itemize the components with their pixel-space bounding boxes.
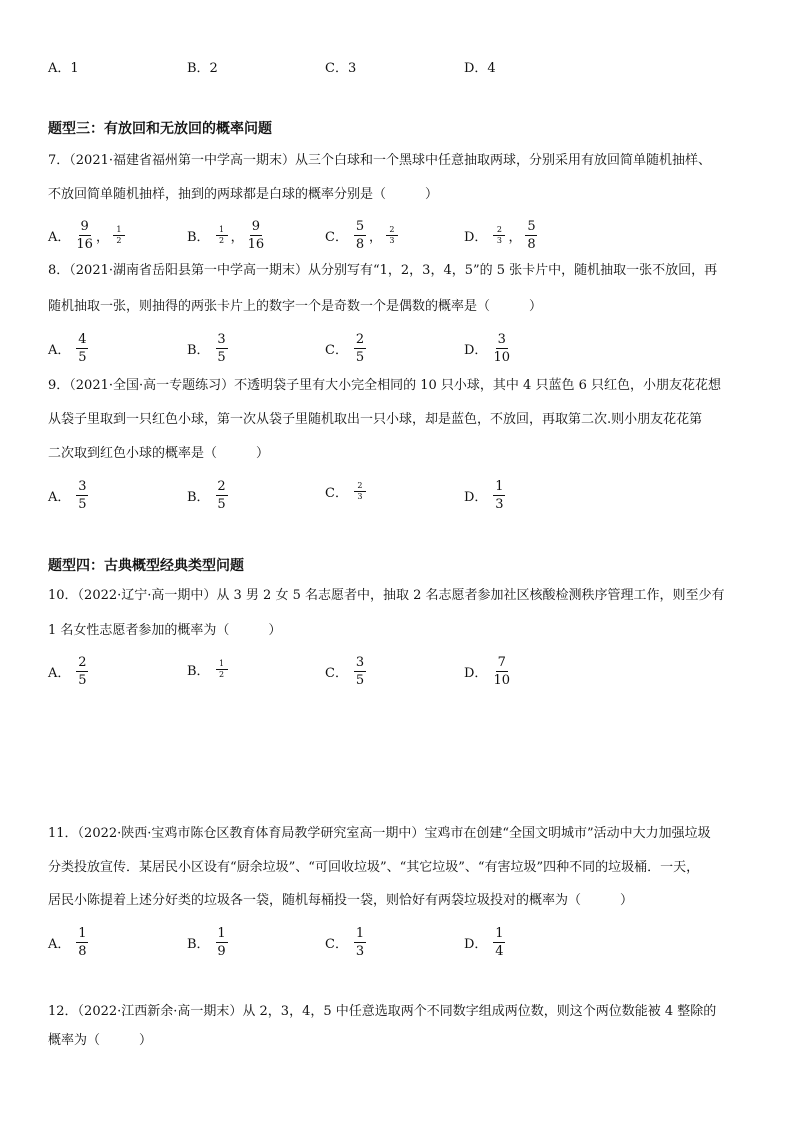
q7-a-fraction-1: $\frac{9}{16}$ [76, 219, 93, 252]
q7-option-a: A． $\frac{9}{16}$ ， $\frac{1}{2}$ [48, 220, 125, 251]
q7-d-fraction-2: $\frac{5}{8}$ [527, 219, 536, 252]
q9-option-d: D． $\frac{1}{3}$ [464, 479, 504, 512]
q9-line1: 9．（2021·全国·高一专题练习）不透明袋子里有大小完全相同的 10 只小球，其中 4 只蓝色 6 只红色，小朋友花花想 [48, 378, 721, 393]
q11-option-a: A． $\frac{1}{8}$ [48, 926, 87, 959]
q7-line2: 不放回简单随机抽样，抽到的两球都是白球的概率分别是（ ） [48, 187, 439, 202]
q8-option-c: C． $\frac{2}{5}$ [325, 332, 365, 365]
q10-option-d: D． $\frac{7}{10}$ [464, 655, 510, 688]
q8-line2: 随机抽取一张，则抽得的两张卡片上的数字一个是奇数一个是偶数的概率是（ ） [48, 299, 543, 314]
q9-option-a: A． $\frac{3}{5}$ [48, 479, 87, 512]
q7-a-fraction-2: $\frac{1}{2}$ [113, 226, 125, 245]
section3-heading: 题型三：有放回和无放回的概率问题 [48, 121, 272, 137]
q9-option-b: B． $\frac{2}{5}$ [187, 479, 226, 512]
q8-line1: 8．（2021·湖南省岳阳县第一中学高一期末）从分别写有“1，2，3，4，5”的 5 张卡片中，随机抽取一张不放回，再 [48, 263, 718, 278]
q7-option-c: C． $\frac{5}{8}$ ， $\frac{2}{3}$ [325, 220, 398, 251]
q10-option-b: B． $\frac{1}{2}$ [187, 660, 228, 679]
q11-line2: 分类投放宣传．某居民小区设有“厨余垃圾”、“可回收垃圾”、“其它垃圾”、“有害垃圾”四种不同的垃圾桶．一天， [48, 860, 700, 875]
q6-option-a: A．1 [48, 61, 79, 76]
q10-line1: 10．（2022·辽宁·高一期中）从 3 男 2 女 5 名志愿者中，抽取 2 名志愿者参加社区核酸检测秩序管理工作，则至少有 [48, 588, 725, 603]
q11-line3: 居民小陈提着上述分好类的垃圾各一袋，随机每桶投一袋，则恰好有两袋垃圾投对的概率为（ ） [48, 893, 634, 908]
q8-option-a: A． $\frac{4}{5}$ [48, 332, 87, 365]
q9-option-c: C． $\frac{2}{3}$ [325, 482, 366, 501]
q7-c-fraction-2: $\frac{2}{3}$ [386, 226, 398, 245]
q7-option-b: B． $\frac{1}{2}$ ， $\frac{9}{16}$ [187, 219, 265, 252]
q7-option-d: D． $\frac{2}{3}$ ， $\frac{5}{8}$ [464, 219, 536, 252]
q12-line1: 12．（2022·江西新余·高一期末）从 2，3，4，5 中任意选取两个不同数字组成两位数，则这个两位数能被 4 整除的 [48, 1004, 717, 1019]
q10-option-a: A． $\frac{2}{5}$ [48, 655, 87, 688]
q7-b-fraction-2: $\frac{9}{16}$ [247, 219, 265, 252]
q10-option-c: C． $\frac{3}{5}$ [325, 655, 365, 688]
q9-line2: 从袋子里取到一只红色小球，第一次从袋子里随机取出一只小球，却是蓝色，不放回，再取第二次.则小朋友花花第 [48, 412, 703, 427]
q7-line1: 7．（2021·福建省福州第一中学高一期末）从三个白球和一个黑球中任意抽取两球，分别采用有放回简单随机抽样、 [48, 153, 711, 168]
q11-line1: 11．（2022·陕西·宝鸡市陈仓区教育体育局教学研究室高一期中）宝鸡市在创建“全国文明城市”活动中大力加强垃圾 [48, 826, 711, 841]
q7-d-fraction-1: $\frac{2}{3}$ [493, 226, 505, 245]
q7-c-fraction-1: $\frac{5}{8}$ [355, 219, 365, 252]
q12-line2: 概率为（ ） [48, 1033, 153, 1048]
q7-b-fraction-1: $\frac{1}{2}$ [216, 226, 228, 245]
q9-line3: 二次取到红色小球的概率是（ ） [48, 446, 270, 461]
q11-option-c: C． $\frac{1}{3}$ [325, 926, 365, 959]
section4-heading: 题型四：古典概型经典类型问题 [48, 558, 244, 574]
q8-option-d: D． $\frac{3}{10}$ [464, 332, 510, 365]
q8-option-b: B． $\frac{3}{5}$ [187, 332, 226, 365]
q11-option-b: B． $\frac{1}{9}$ [187, 926, 226, 959]
q6-option-d: D．4 [464, 61, 496, 76]
q11-option-d: D． $\frac{1}{4}$ [464, 926, 504, 959]
q10-line2: 1 名女性志愿者参加的概率为（ ） [48, 623, 282, 638]
q6-option-c: C．3 [325, 61, 357, 76]
q6-option-b: B．2 [187, 61, 218, 76]
